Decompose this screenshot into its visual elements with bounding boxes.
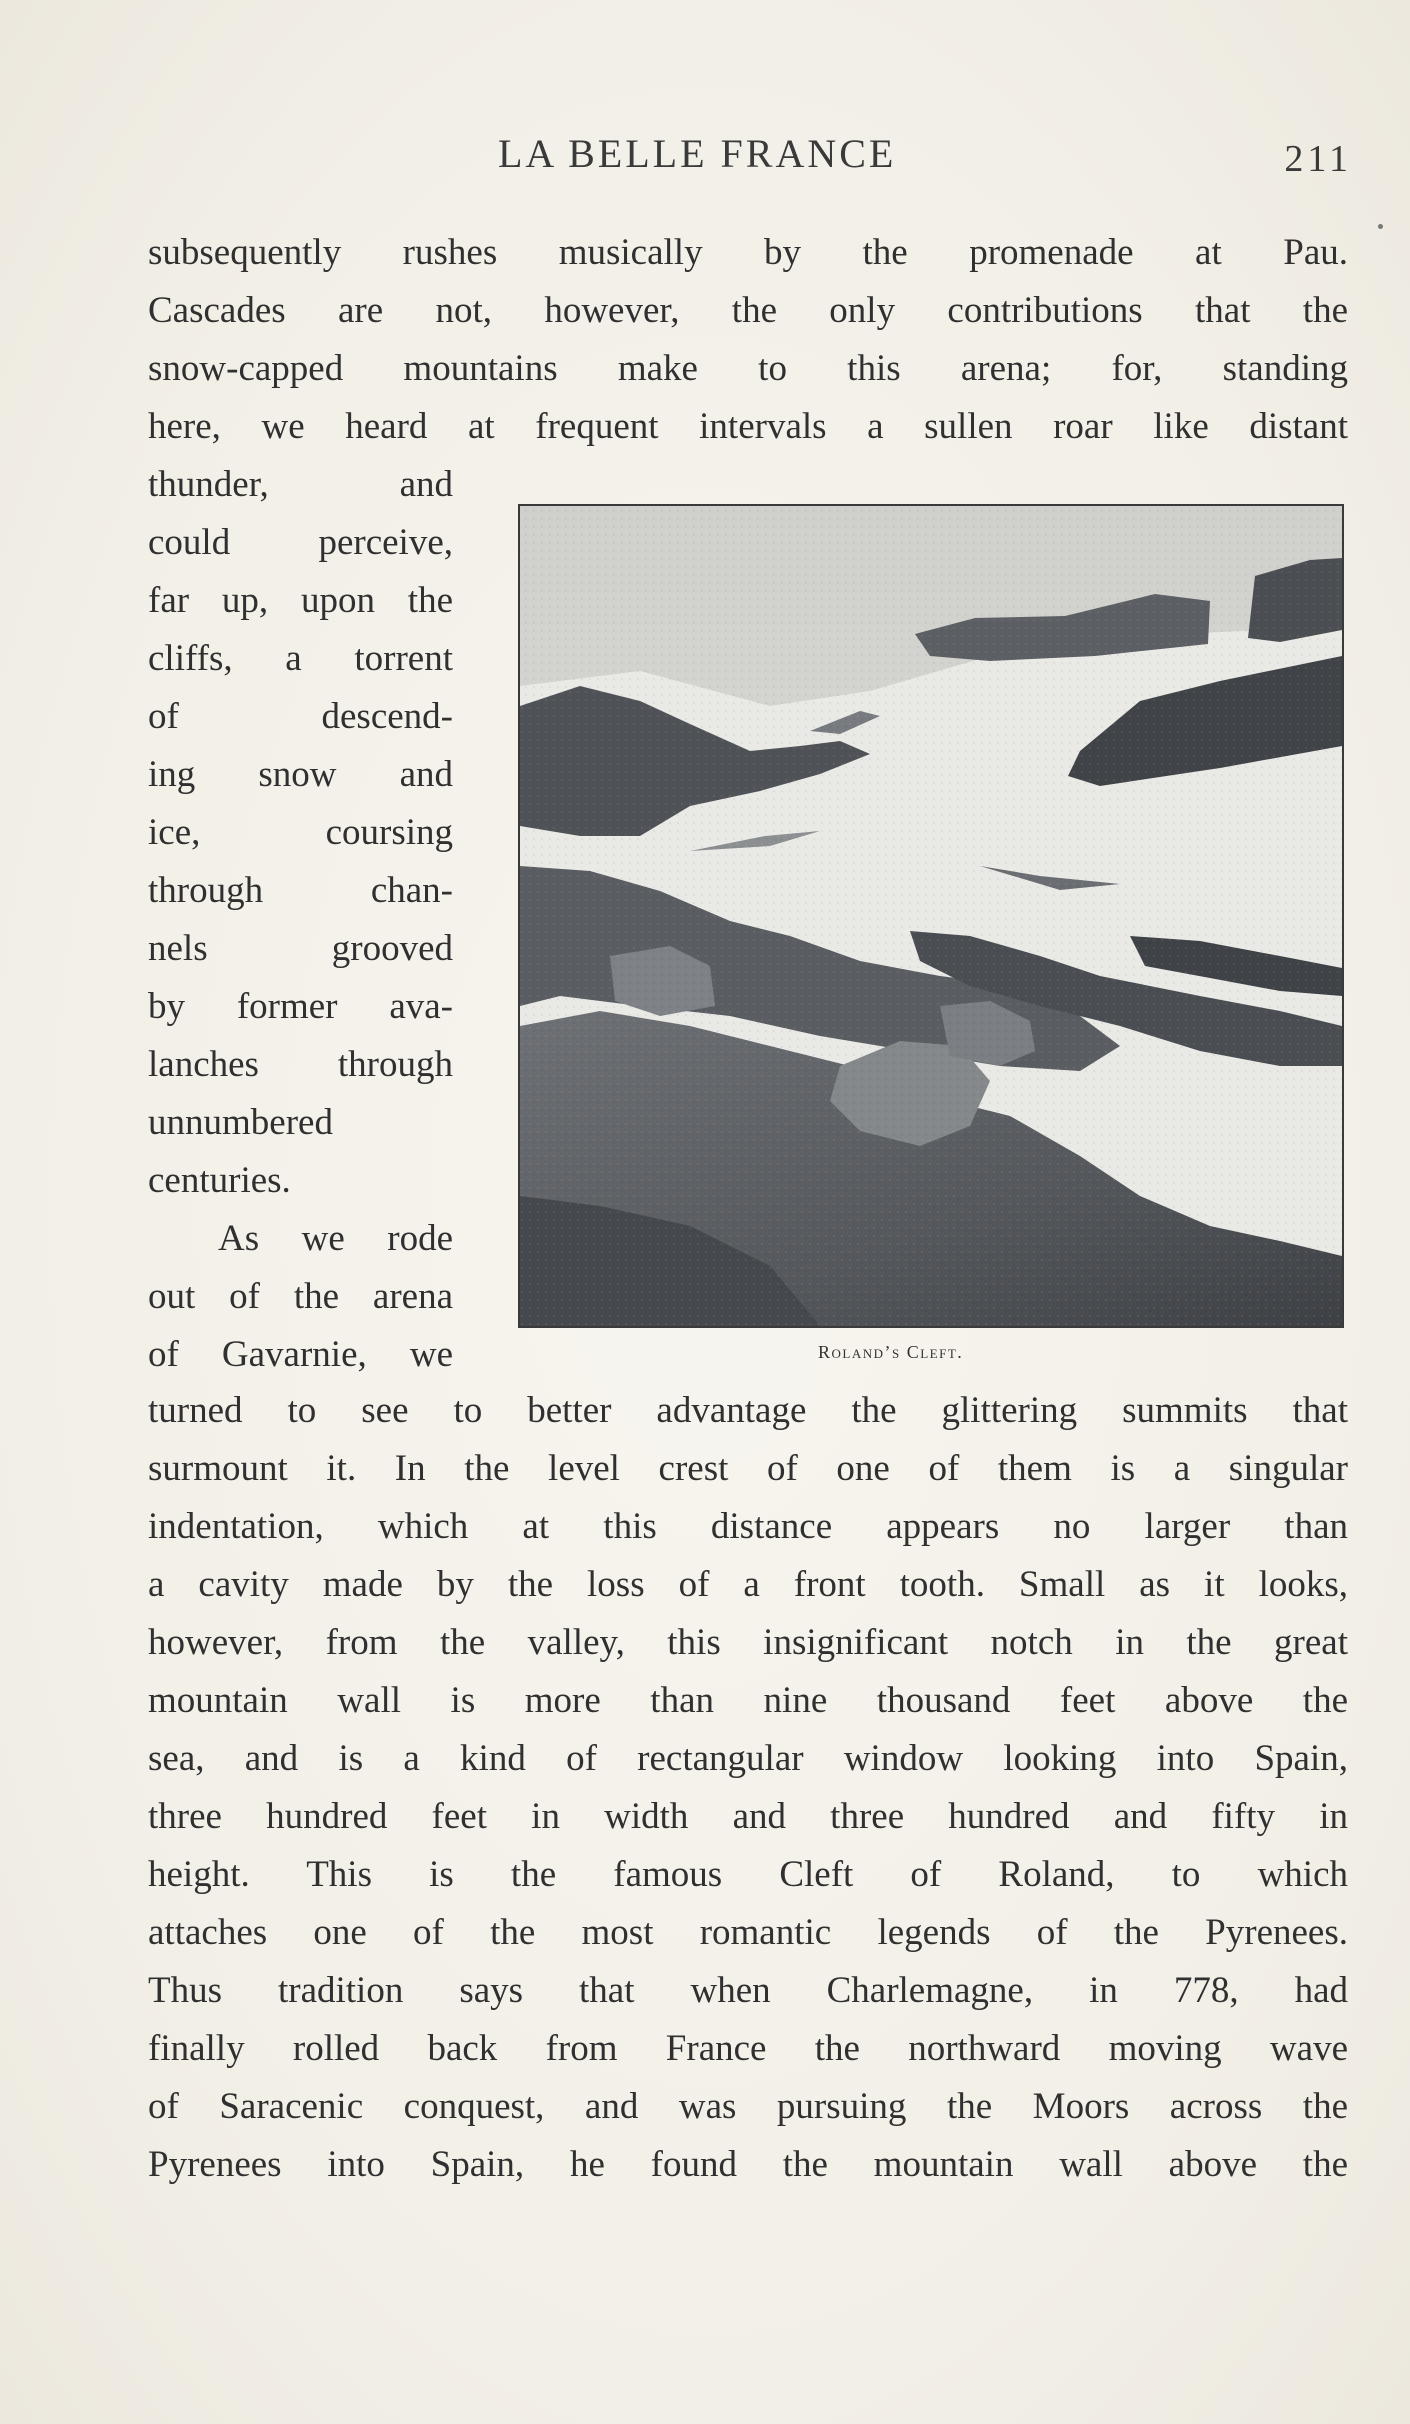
text-line: three hundred feet in width and three hundred and fifty in bbox=[148, 1796, 1348, 1837]
mountain-photo bbox=[520, 506, 1342, 1326]
figure-caption: Roland’s Cleft. bbox=[818, 1342, 964, 1362]
text-line: however, from the valley, this insignificant notch in the great bbox=[148, 1622, 1348, 1663]
text-line: thunder, and bbox=[148, 464, 453, 505]
text-line: nels grooved bbox=[148, 928, 453, 969]
text-line: of Saracenic conquest, and was pursuing the Moors across the bbox=[148, 2086, 1348, 2127]
wrapped-text-column bbox=[148, 456, 453, 1384]
text-line: ice, coursing bbox=[148, 812, 453, 853]
text-line: snow-capped mountains make to this arena; for, standing bbox=[148, 348, 1348, 389]
text-line: finally rolled back from France the northward moving wave bbox=[148, 2028, 1348, 2069]
text-line: turned to see to better advantage the glittering summits that bbox=[148, 1390, 1348, 1431]
text-line: through chan- bbox=[148, 870, 453, 911]
text-line: As we rode bbox=[218, 1218, 453, 1259]
text-line: Thus tradition says that when Charlemagne, in 778, had bbox=[148, 1970, 1348, 2011]
text-line: Pyrenees into Spain, he found the mountain wall above the bbox=[148, 2144, 1348, 2185]
photo-grain bbox=[520, 506, 1342, 1326]
text-line: attaches one of the most romantic legends of the Pyrenees. bbox=[148, 1912, 1348, 1953]
text-line: by former ava- bbox=[148, 986, 453, 1027]
text-line: cliffs, a torrent bbox=[148, 638, 453, 679]
top-paragraph bbox=[148, 224, 1348, 456]
text-line: unnumbered bbox=[148, 1102, 333, 1143]
bottom-paragraph bbox=[148, 1382, 1348, 2194]
text-line: of descend- bbox=[148, 696, 453, 737]
text-line: here, we heard at frequent intervals a sullen roar like distant bbox=[148, 406, 1348, 447]
text-line: mountain wall is more than nine thousand feet above the bbox=[148, 1680, 1348, 1721]
text-line: height. This is the famous Cleft of Roland, to which bbox=[148, 1854, 1348, 1895]
text-line: ing snow and bbox=[148, 754, 453, 795]
text-line: indentation, which at this distance appears no larger than bbox=[148, 1506, 1348, 1547]
rolands-cleft-illustration bbox=[518, 504, 1344, 1328]
text-line: subsequently rushes musically by the promenade at Pau. bbox=[148, 232, 1348, 273]
text-line: sea, and is a kind of rectangular window looking into Spain, bbox=[148, 1738, 1348, 1779]
text-line: centuries. bbox=[148, 1160, 291, 1201]
text-line: surmount it. In the level crest of one of them is a singular bbox=[148, 1448, 1348, 1489]
text-line: lanches through bbox=[148, 1044, 453, 1085]
running-title: LA BELLE FRANCE bbox=[498, 131, 897, 176]
paper-speck bbox=[1378, 224, 1383, 229]
text-line: of Gavarnie, we bbox=[148, 1334, 453, 1375]
text-line: out of the arena bbox=[148, 1276, 453, 1317]
page-number: 211 bbox=[1284, 138, 1352, 180]
text-line: could perceive, bbox=[148, 522, 453, 563]
text-line: a cavity made by the loss of a front tooth. Small as it looks, bbox=[148, 1564, 1348, 1605]
text-line: far up, upon the bbox=[148, 580, 453, 621]
text-line: Cascades are not, however, the only contributions that the bbox=[148, 290, 1348, 331]
